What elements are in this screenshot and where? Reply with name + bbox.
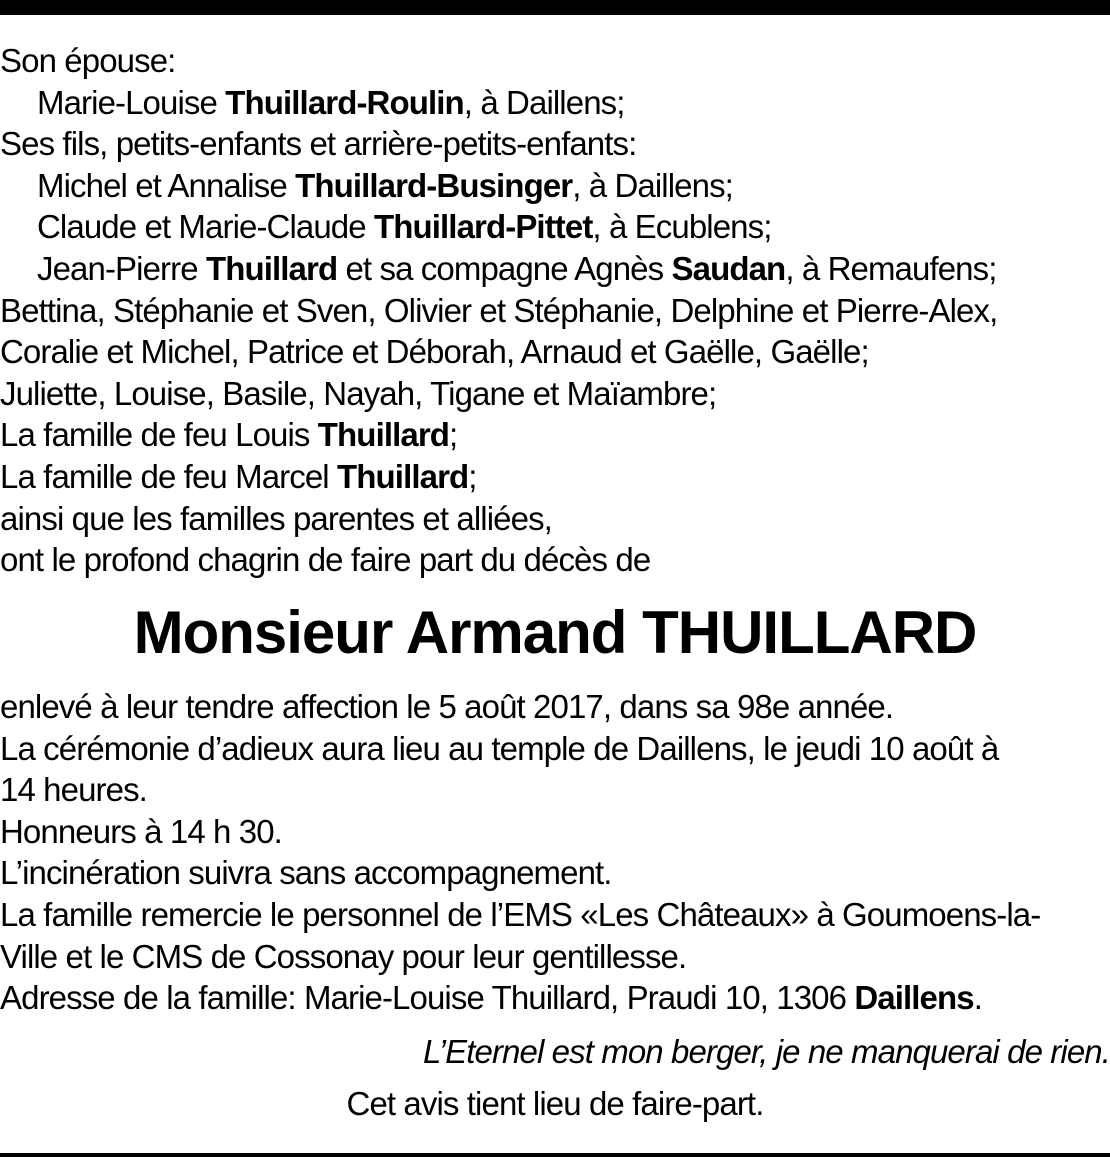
family-list <box>0 40 1110 581</box>
son3-partner-surname: Saudan <box>671 249 786 287</box>
son-line-3: Jean-Pierre Thuillard et sa compagne Agnès Saudan, à Remaufens; <box>37 249 997 287</box>
announcement-line: ont le profond chagrin de faire part du décès de <box>0 541 651 579</box>
top-rule <box>0 0 1110 15</box>
son-line-1: Michel et Annalise Thuillard-Businger, à Daillens; <box>37 166 733 204</box>
son-line-2: Claude et Marie-Claude Thuillard-Pittet, à Ecublens; <box>37 208 772 246</box>
grandchildren-line-1: Bettina, Stéphanie et Sven, Olivier et Stéphanie, Delphine et Pierre-Alex, <box>0 291 998 329</box>
family-louis-line: La famille de feu Louis Thuillard; <box>0 416 458 454</box>
family-marcel-line: La famille de feu Marcel Thuillard; <box>0 457 477 495</box>
details-line-6: La famille remercie le personnel de l’EMS «Les Châteaux» à Goumoens-la- <box>0 895 1041 933</box>
details-line-7: Ville et le CMS de Cossonay pour leur gentillesse. <box>0 937 687 975</box>
ceremony-details <box>0 686 1110 1019</box>
bottom-rule <box>0 1153 1110 1157</box>
family-address: Adresse de la famille: Marie-Louise Thuillard, Praudi 10, 1306 Daillens. <box>0 979 982 1017</box>
spouse-surname: Thuillard-Roulin <box>225 83 464 121</box>
details-line-4: Honneurs à 14 h 30. <box>0 812 282 850</box>
spouse-heading: Son épouse: <box>0 42 176 79</box>
closing-note: Cet avis tient lieu de faire-part. <box>346 1085 764 1122</box>
son3-surname: Thuillard <box>205 249 338 287</box>
verse-quote: L’Eternel est mon berger, je ne manquerai de rien. <box>423 1033 1110 1070</box>
relatives-line: ainsi que les familles parentes et alliées, <box>0 499 552 537</box>
son2-surname: Thuillard-Pittet <box>374 208 593 246</box>
details-line-1: enlevé à leur tendre affection le 5 août 2017, dans sa 98e année. <box>0 688 894 725</box>
details-line-5: L’incinération suivra sans accompagnement. <box>0 854 612 892</box>
details-line-3: 14 heures. <box>0 771 147 809</box>
great-grandchildren-line: Juliette, Louise, Basile, Nayah, Tigane et Maïambre; <box>0 374 717 412</box>
details-line-2: La cérémonie d’adieux aura lieu au temple de Daillens, le jeudi 10 août à <box>0 729 999 767</box>
son1-surname: Thuillard-Businger <box>295 166 573 204</box>
grandchildren-line-2: Coralie et Michel, Patrice et Déborah, Arnaud et Gaëlle, Gaëlle; <box>0 333 869 371</box>
address-town: Daillens <box>854 979 974 1017</box>
spouse-line: Marie-Louise Thuillard-Roulin, à Daillens; <box>37 83 625 121</box>
children-heading: Ses fils, petits-enfants et arrière-petits-enfants: <box>0 125 637 163</box>
deceased-name: Monsieur Armand THUILLARD <box>133 599 977 666</box>
